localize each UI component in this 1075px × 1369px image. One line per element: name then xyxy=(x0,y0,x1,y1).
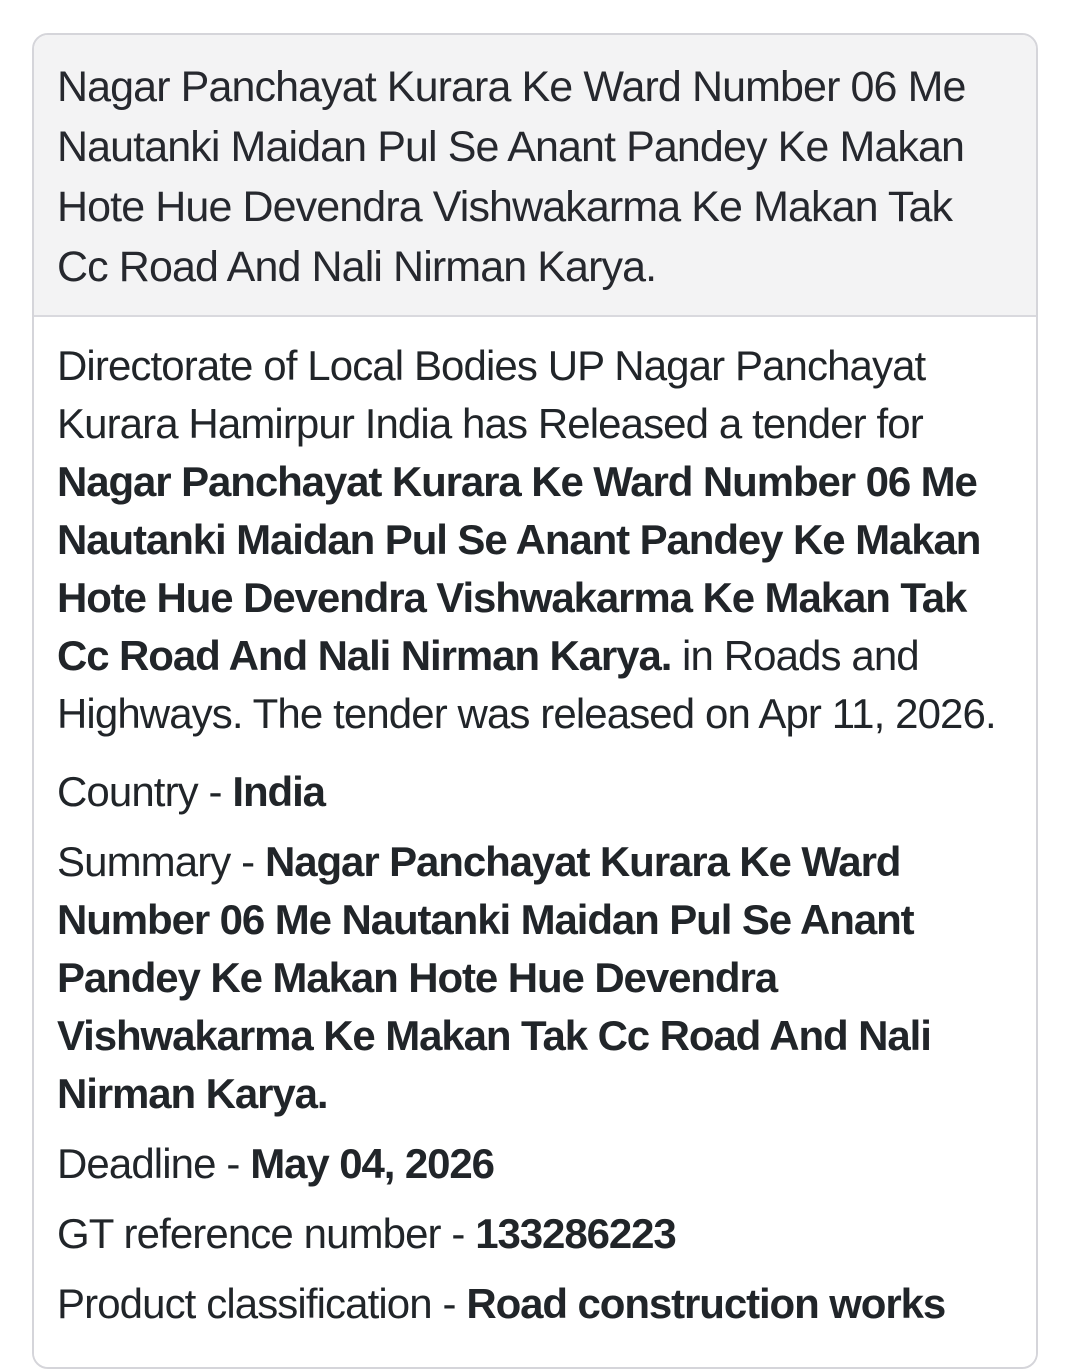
field-label: Deadline xyxy=(57,1140,216,1187)
field-value: May 04, 2026 xyxy=(250,1140,494,1187)
field-value: India xyxy=(232,768,325,815)
field-label: Country xyxy=(57,768,198,815)
field-label: Summary xyxy=(57,838,231,885)
field-value: 133286223 xyxy=(475,1210,676,1257)
field-country xyxy=(57,763,1013,821)
intro-prefix-text: Directorate of Local Bodies UP Nagar Panchayat Kurara Hamirpur India has Released a tender for xyxy=(57,342,926,447)
intro-tender-title-bold: Nagar Panchayat Kurara Ke Ward Number 06 Me Nautanki Maidan Pul Se Anant Pandey Ke Makan Hote Hue Devendra Vishwakarma Ke Makan Tak Cc Road And Nali Nirman Karya. xyxy=(57,458,981,679)
field-product-classification xyxy=(57,1275,1013,1333)
field-label: Product classification xyxy=(57,1280,432,1327)
field-separator: - xyxy=(197,768,233,815)
field-separator: - xyxy=(440,1210,476,1257)
field-gt-reference-number xyxy=(57,1205,1013,1263)
field-separator: - xyxy=(215,1140,251,1187)
field-value: Nagar Panchayat Kurara Ke Ward Number 06 Me Nautanki Maidan Pul Se Anant Pandey Ke Makan Hote Hue Devendra Vishwakarma Ke Makan Tak Cc Road And Nali Nirman Karya. xyxy=(57,838,931,1117)
tender-title: Nagar Panchayat Kurara Ke Ward Number 06 Me Nautanki Maidan Pul Se Anant Pandey Ke Makan Hote Hue Devendra Vishwakarma Ke Makan Tak Cc Road And Nali Nirman Karya. xyxy=(57,63,966,291)
tender-card xyxy=(32,33,1038,1369)
tender-card-body xyxy=(34,317,1036,1367)
field-deadline xyxy=(57,1135,1013,1193)
field-summary xyxy=(57,833,1013,1123)
field-separator: - xyxy=(431,1280,467,1327)
tender-card-header xyxy=(34,35,1036,317)
field-label: GT reference number xyxy=(57,1210,441,1257)
field-value: Road construction works xyxy=(466,1280,946,1327)
tender-intro-paragraph xyxy=(57,337,1013,743)
field-separator: - xyxy=(230,838,266,885)
intro-suffix-text: in Roads and Highways. The tender was released on Apr 11, 2026. xyxy=(57,632,996,737)
